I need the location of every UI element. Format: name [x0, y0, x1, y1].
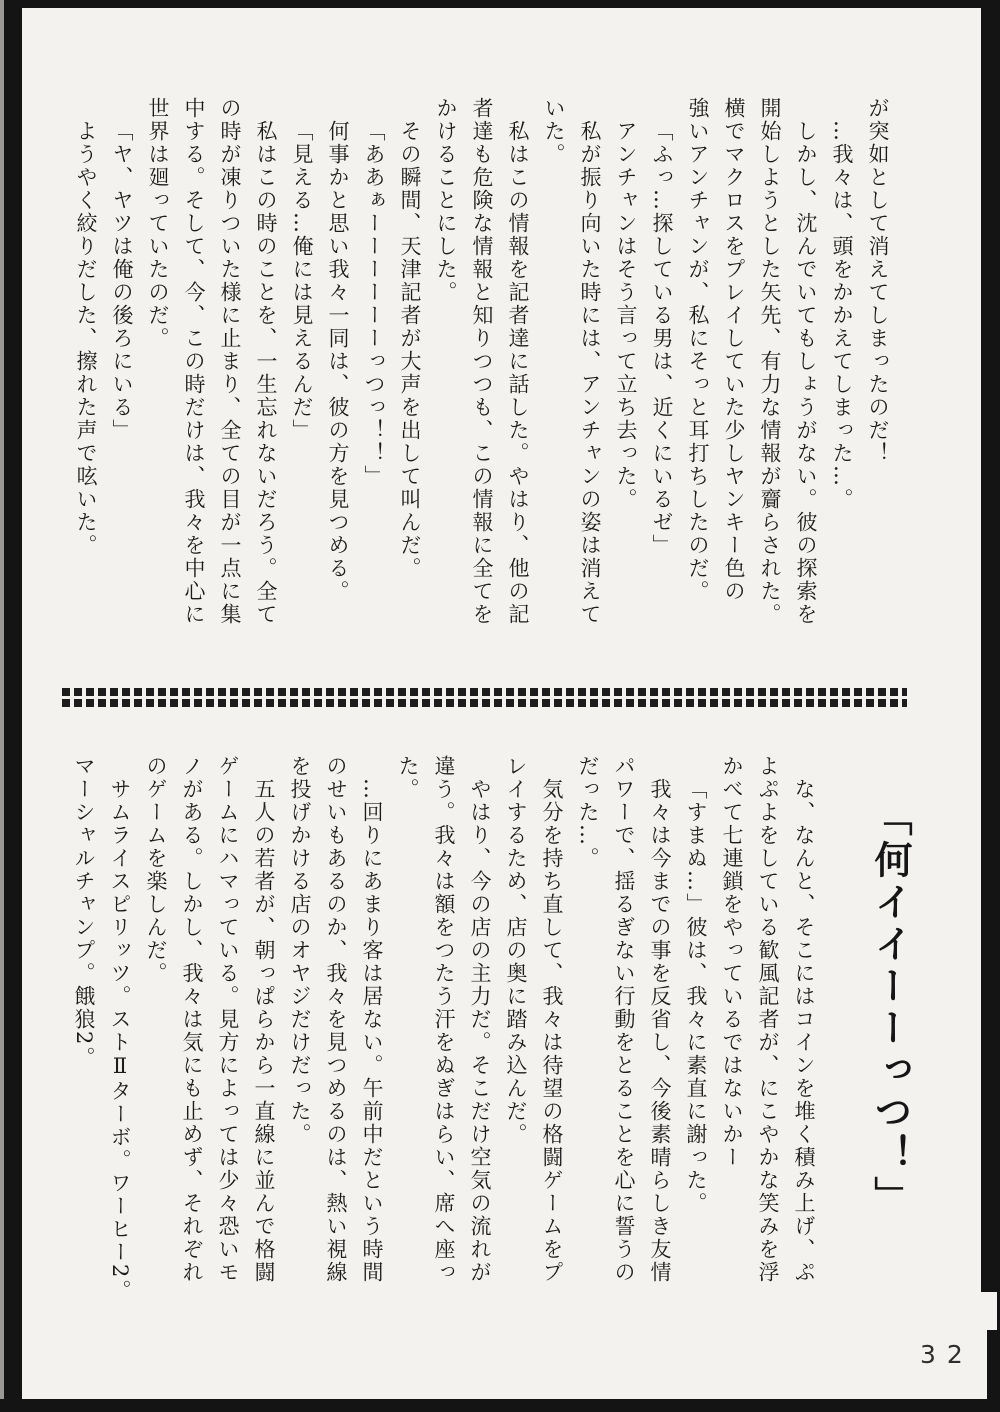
text-column: が突如として消えてしまったのだ！: [866, 97, 890, 465]
scan-edge-top: [0, 0, 1000, 8]
text-column: のせいもあるのか、我々を見つめるのは、熱い視線: [324, 755, 348, 1284]
scan-edge-right: [981, 0, 1000, 1292]
text-column: 強いアンチャンが、私にそっと耳打ちしたのだ。: [686, 97, 710, 603]
text-column: 違う。我々は額をつたう汗をぬぎはらい、席へ座っ: [432, 755, 456, 1284]
scan-edge-left: [0, 0, 22, 1412]
text-column: 者達も危険な情報と知りつつも、この情報に全てを: [470, 97, 494, 626]
text-column: よぷよをしている歓風記者が、にこやかな笑みを浮: [756, 755, 780, 1284]
text-column: の時が凍りついた様に止まり、全ての目が一点に集: [218, 97, 242, 626]
text-column: 「見える…俺には見えるんだ」: [290, 120, 314, 442]
text-column: レイするため、店の奥に踏み込んだ。: [504, 755, 528, 1146]
text-column: ゲームにハマっている。見方によっては少々恐いモ: [216, 755, 240, 1284]
text-column: 開始しようとした矢先、有力な情報が齎らされた。: [758, 97, 782, 626]
text-column: やはり、今の店の主力だ。そこだけ空気の流れが: [468, 778, 492, 1284]
divider-dot-row: [62, 688, 907, 696]
text-column: アンチャンはそう言って立ち去った。: [614, 120, 638, 511]
text-column: …我々は、頭をかかえてしまった…。: [830, 120, 854, 511]
text-column: サムライスピリッツ。ストⅡターボ。ワーヒー2。: [108, 778, 132, 1303]
text-column: …回りにあまり客は居ない。午前中だという時間: [360, 778, 384, 1284]
text-column: かけることにした。: [434, 97, 458, 304]
scan-edge-bottom: [0, 1399, 1000, 1412]
text-column: 「ああぁーーーーーーっつっ！！」: [362, 120, 386, 488]
text-column: 私はこの情報を記者達に話した。やはり、他の記: [506, 120, 530, 626]
text-column: 「ふっ…探している男は、近くにいるゼ」: [650, 120, 674, 557]
text-column: 私はこの時のことを、一生忘れないだろう。全て: [254, 120, 278, 626]
text-column: た。: [396, 755, 420, 801]
text-column: 五人の若者が、朝っぱらから一直線に並んで格闘: [252, 778, 276, 1284]
text-column: な、なんと、そこにはコインを堆く積み上げ、ぷ: [792, 778, 816, 1284]
divider-dot-row: [62, 699, 907, 707]
text-column: 何事かと思い我々一同は、彼の方を見つめる。: [326, 120, 350, 603]
text-column: 我々は今までの事を反省し、今後素晴らしき友情: [648, 778, 672, 1284]
text-column: 私が振り向いた時には、アンチャンの姿は消えて: [578, 120, 602, 626]
text-column: マーシャルチャンプ。餓狼2。: [72, 755, 96, 1070]
text-column: だった…。: [576, 755, 600, 870]
text-column: いた。: [542, 97, 566, 166]
text-column: のゲームを楽しんだ。: [144, 755, 168, 985]
section-divider: [62, 688, 907, 707]
top-text-block: [68, 97, 896, 659]
text-column: 世界は廻っていたのだ。: [146, 97, 170, 350]
text-column: 横でマクロスをプレイしていた少しヤンキー色の: [722, 97, 746, 603]
text-column: しかし、沈んでいてもしょうがない。彼の探索を: [794, 120, 818, 626]
bottom-text-block: [66, 755, 822, 1311]
text-column: 「すまぬ…」彼は、我々に素直に謝った。: [684, 778, 708, 1215]
text-column: 気分を持ち直して、我々は待望の格闘ゲームをプ: [540, 778, 564, 1284]
text-column: 中する。そして、今、この時だけは、我々を中心に: [182, 97, 206, 626]
text-column: パワーで、揺るぎない行動をとることを心に誓うの: [612, 755, 636, 1284]
text-column: を投げかける店のオヤジだけだった。: [288, 755, 312, 1146]
page-number: 32: [920, 1340, 974, 1369]
scan-edge-right-patch: [987, 1330, 1000, 1400]
text-column: 「ヤ、ヤツは俺の後ろにいる」: [110, 120, 134, 442]
text-column: その瞬間、天津記者が大声を出して叫んだ。: [398, 120, 422, 580]
text-column: かべて七連鎖をやっているではないかー: [720, 755, 744, 1169]
text-column: ノがある。しかし、我々は気にも止めず、それぞれ: [180, 755, 204, 1284]
text-column: ようやく絞りだした、擦れた声で呟いた。: [74, 120, 98, 557]
section-title: 「何イイーーっつ！」: [868, 798, 913, 1218]
